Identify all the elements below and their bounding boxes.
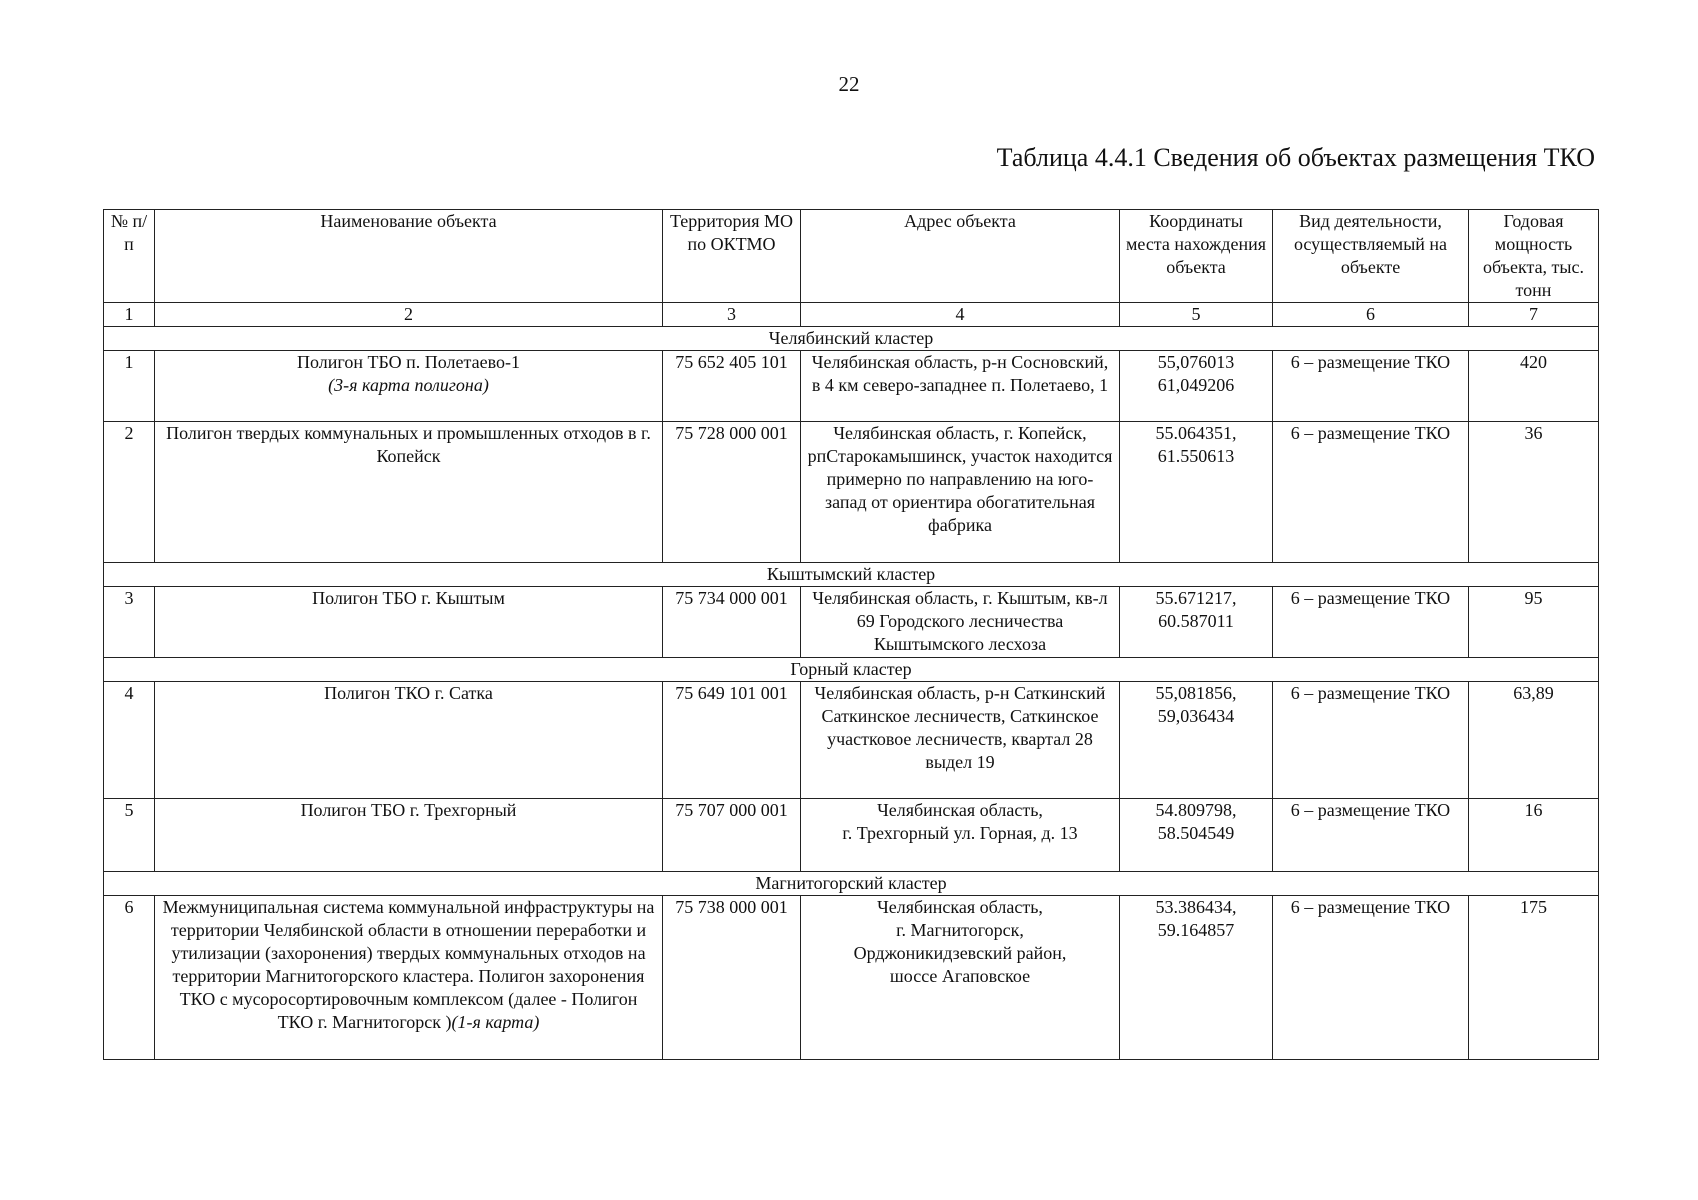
coordinates-cell — [1120, 799, 1273, 872]
activity: 6 – размещение ТКО — [1273, 351, 1469, 422]
object-address: Челябинская область, г. Кыштым, кв-л 69 Городского лесничества Кыштымского лесхоза — [801, 587, 1120, 658]
object-address-line: г. Магнитогорск, — [896, 920, 1024, 940]
table-row — [104, 422, 1599, 563]
header-activity: Вид деятельности, осуществляемый на объекте — [1273, 210, 1469, 303]
coordinate-lat: 55,076013 — [1157, 352, 1235, 372]
header-coords: Координаты места нахождения объекта — [1120, 210, 1273, 303]
object-name-cell — [155, 896, 663, 1060]
row-num: 5 — [104, 799, 155, 872]
table-row — [104, 682, 1599, 799]
capacity: 95 — [1469, 587, 1599, 658]
object-address-line: Орджоникидзевский район, — [853, 943, 1067, 963]
page-number: 22 — [838, 72, 860, 96]
cluster-row-magnitogorsk — [104, 872, 1599, 896]
row-num: 2 — [104, 422, 155, 563]
coordinate-lon: 61.550613 — [1157, 446, 1235, 466]
capacity: 175 — [1469, 896, 1599, 1060]
row-num: 1 — [104, 351, 155, 422]
object-name: Полигон ТБО п. Полетаево-1 — [297, 352, 520, 372]
object-name: Полигон ТБО г. Кыштым — [155, 587, 663, 658]
column-number: 6 — [1273, 303, 1469, 327]
row-num: 6 — [104, 896, 155, 1060]
coordinates-cell — [1120, 351, 1273, 422]
object-address-line: шоссе Агаповское — [889, 966, 1031, 986]
coordinate-lat: 53.386434, — [1155, 897, 1237, 917]
cluster-label: Горный кластер — [104, 658, 1599, 682]
cluster-row-gorny — [104, 658, 1599, 682]
header-num: № п/п — [104, 210, 155, 303]
cluster-label: Магнитогорский кластер — [104, 872, 1599, 896]
header-address: Адрес объекта — [801, 210, 1120, 303]
row-num: 3 — [104, 587, 155, 658]
activity: 6 – размещение ТКО — [1273, 682, 1469, 799]
object-name: Полигон твердых коммунальных и промышленных отходов в г. Копейск — [155, 422, 663, 563]
oktmo: 75 738 000 001 — [663, 896, 801, 1060]
object-address-line: г. Трехгорный ул. Горная, д. 13 — [842, 823, 1078, 843]
table-header-row — [104, 210, 1599, 303]
coordinate-lat: 55.671217, — [1155, 588, 1237, 608]
coordinate-lat: 54.809798, — [1155, 800, 1237, 820]
column-number: 4 — [801, 303, 1120, 327]
table-row — [104, 587, 1599, 658]
coordinates-cell — [1120, 587, 1273, 658]
row-num: 4 — [104, 682, 155, 799]
object-name: Межмуниципальная система коммунальной инфраструктуры на территории Челябинской области в отношении переработки и утилизации (захоронения) твердых коммунальных отходов на территории Магнитогорского кластера. Полигон захоронения ТКО с мусоросортировочным комплексом (далее - Полигон ТКО г. Магнитогорск ) — [162, 897, 655, 1032]
header-capacity: Годовая мощность объекта, тыс. тонн — [1469, 210, 1599, 303]
header-territory: Территория МО по ОКТМО — [663, 210, 801, 303]
coordinate-lon: 59,036434 — [1157, 706, 1235, 726]
object-address-cell — [801, 896, 1120, 1060]
table-row — [104, 351, 1599, 422]
table-row — [104, 799, 1599, 872]
object-name-note: (3-я карта полигона) — [328, 375, 489, 395]
coordinates-cell — [1120, 422, 1273, 563]
coordinate-lat: 55.064351, — [1155, 423, 1237, 443]
column-number: 7 — [1469, 303, 1599, 327]
oktmo: 75 734 000 001 — [663, 587, 801, 658]
object-name: Полигон ТКО г. Сатка — [155, 682, 663, 799]
column-number: 2 — [155, 303, 663, 327]
column-number: 1 — [104, 303, 155, 327]
cluster-label: Челябинский кластер — [104, 327, 1599, 351]
table-title: Таблица 4.4.1 Сведения об объектах размещения ТКО — [996, 143, 1595, 172]
activity: 6 – размещение ТКО — [1273, 896, 1469, 1060]
object-address-cell — [801, 799, 1120, 872]
capacity: 420 — [1469, 351, 1599, 422]
coordinates-cell — [1120, 682, 1273, 799]
object-address: Челябинская область, р-н Сосновский, в 4 км северо-западнее п. Полетаево, 1 — [801, 351, 1120, 422]
oktmo: 75 728 000 001 — [663, 422, 801, 563]
coordinate-lon: 59.164857 — [1157, 920, 1235, 940]
object-name-note: (1-я карта) — [451, 1012, 540, 1032]
capacity: 36 — [1469, 422, 1599, 563]
coordinate-lon: 61,049206 — [1157, 375, 1235, 395]
object-address: Челябинская область, г. Копейск, рпСтарокамышинск, участок находится примерно по направлению на юго-запад от ориентира обогатительная фабрика — [801, 422, 1120, 563]
capacity: 16 — [1469, 799, 1599, 872]
coordinate-lat: 55,081856, — [1155, 683, 1237, 703]
activity: 6 – размещение ТКО — [1273, 422, 1469, 563]
column-number-row — [104, 303, 1599, 327]
activity: 6 – размещение ТКО — [1273, 799, 1469, 872]
object-address: Челябинская область, р-н Саткинский Саткинское лесничеств, Саткинское участковое лесничеств, квартал 28 выдел 19 — [801, 682, 1120, 799]
oktmo: 75 652 405 101 — [663, 351, 801, 422]
tko-objects-table — [103, 209, 1599, 1060]
column-number: 5 — [1120, 303, 1273, 327]
object-name-cell — [155, 351, 663, 422]
object-address-line: Челябинская область, — [877, 800, 1043, 820]
header-name: Наименование объекта — [155, 210, 663, 303]
table-row — [104, 896, 1599, 1060]
coordinates-cell — [1120, 896, 1273, 1060]
cluster-row-chelyabinsk — [104, 327, 1599, 351]
column-number: 3 — [663, 303, 801, 327]
cluster-label: Кыштымский кластер — [104, 563, 1599, 587]
object-name: Полигон ТБО г. Трехгорный — [155, 799, 663, 872]
oktmo: 75 649 101 001 — [663, 682, 801, 799]
activity: 6 – размещение ТКО — [1273, 587, 1469, 658]
object-address-line: Челябинская область, — [877, 897, 1043, 917]
oktmo: 75 707 000 001 — [663, 799, 801, 872]
capacity: 63,89 — [1469, 682, 1599, 799]
cluster-row-kyshtym — [104, 563, 1599, 587]
coordinate-lon: 60.587011 — [1158, 611, 1234, 631]
coordinate-lon: 58.504549 — [1157, 823, 1235, 843]
